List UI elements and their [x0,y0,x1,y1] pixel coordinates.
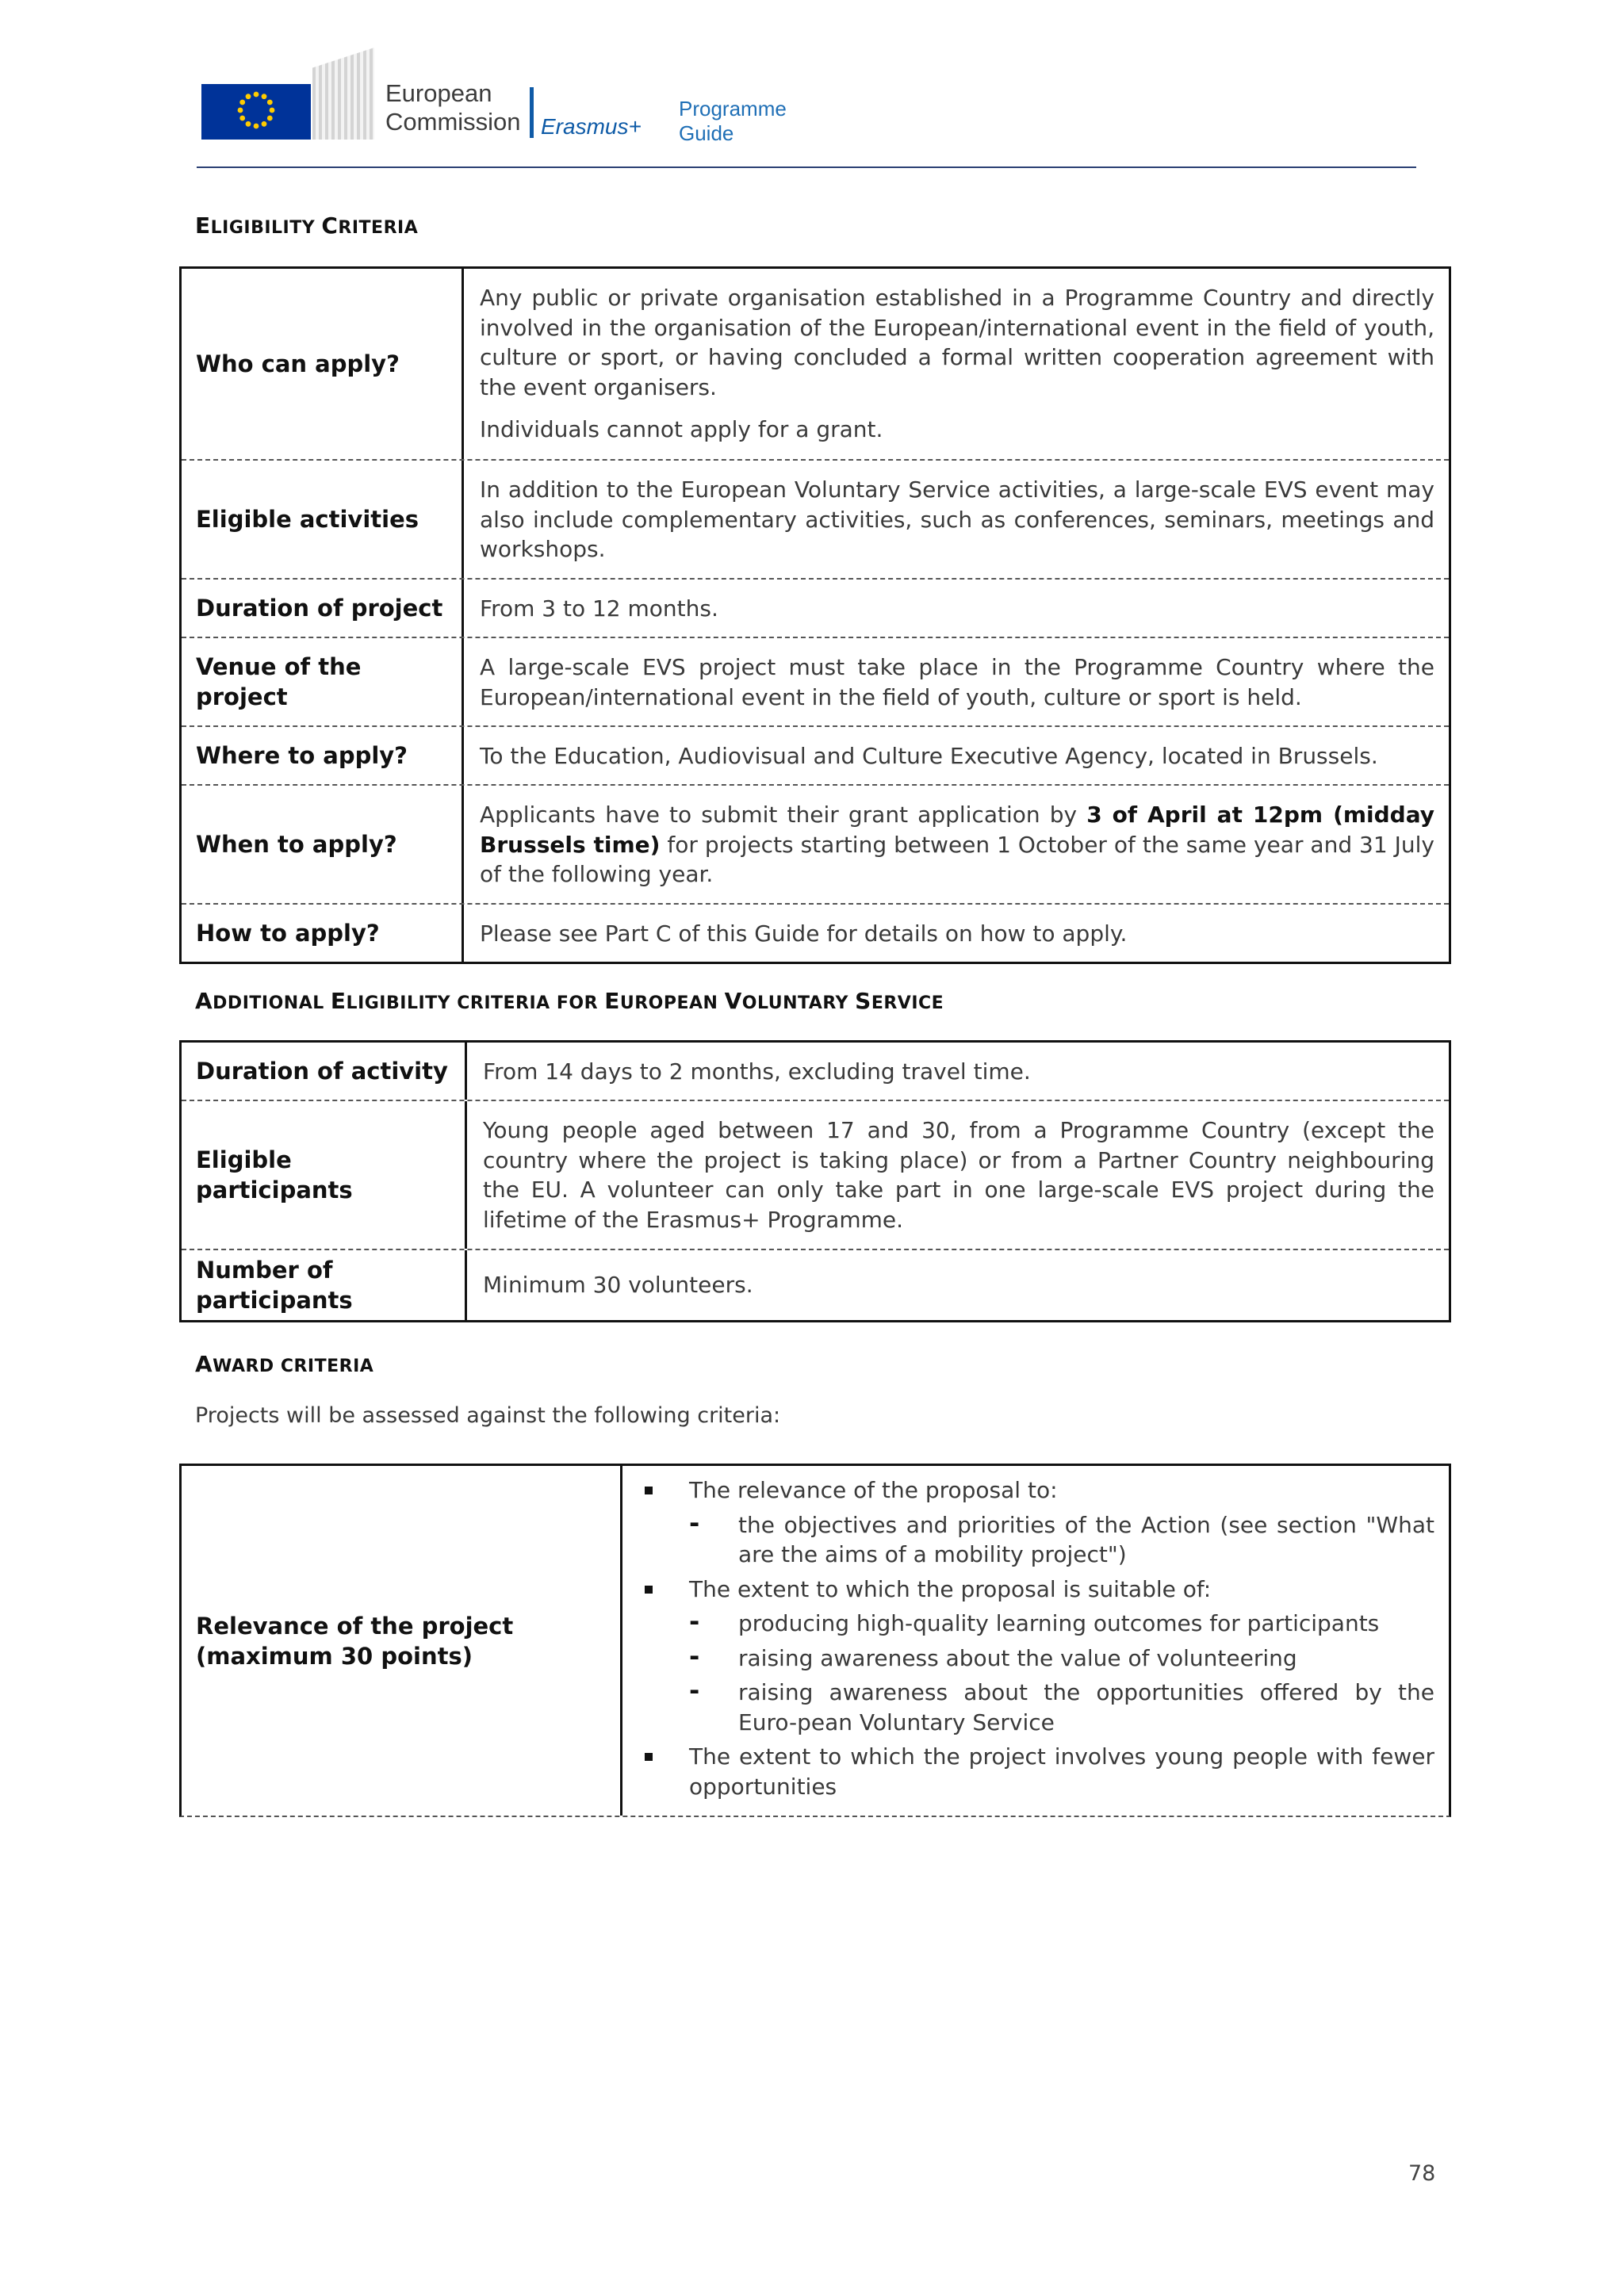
paragraph: A large-scale EVS project must take place in the Programme Country where the European/international event in the field of youth, culture or sport is held. [480,654,1434,710]
bullet-text: The relevance of the proposal to: [689,1477,1058,1503]
row-label: Duration of activity [182,1043,467,1100]
award-criteria-table [179,1464,1451,1817]
table-row [182,1043,1449,1101]
european-commission-logo [193,48,374,140]
row-value [622,1466,1449,1816]
table-row [182,269,1449,461]
row-value: From 14 days to 2 months, excluding travel time. [483,1058,1031,1085]
table-row [182,727,1449,786]
row-label: When to apply? [182,786,464,903]
row-value [464,905,1449,962]
ec-line-commission: Commission [385,108,521,136]
table-row [182,461,1449,580]
row-label: Who can apply? [182,269,464,459]
award-intro-text: Projects will be assessed against the following criteria: [195,1403,781,1428]
eu-flag-icon [201,84,311,140]
award-criteria-heading: AWARD CRITERIA [195,1351,374,1377]
paragraph: In addition to the European Voluntary Service activities, a large-scale EVS event may also include complementary activities, such as conferences, seminars, meetings and workshops. [480,476,1434,562]
row-value: Minimum 30 volunteers. [483,1272,753,1299]
list-item: - the objectives and priorities of the Action (see section "What are the aims of a mobility project") [689,1510,1434,1570]
bullet-text: The extent to which the proposal is suitable of: [689,1575,1212,1602]
paragraph: From 3 to 12 months. [480,595,718,622]
row-value [464,727,1449,784]
list-item [638,1575,1434,1738]
list-item: - raising awareness about the value of volunteering [689,1644,1434,1674]
programme-guide-label [679,97,787,146]
paragraph: Any public or private organisation established in a Programme Country and directly involved in the organisation of the European/international event in the field of youth, culture or sport, or having concluded a formal written cooperation agreement with the event organisers. [480,285,1434,400]
ec-wordmark [385,79,521,136]
paragraph: To the Education, Audiovisual and Culture Executive Agency, located in Brussels. [480,743,1378,769]
row-label: Venue of the project [182,638,464,725]
row-label [182,1250,467,1320]
erasmus-plus-wordmark: Erasmus+ [541,114,642,139]
list-item [638,1742,1434,1801]
brand-separator [530,87,534,138]
deadline-emphasis: 3 of April at 12pm (midday Brussels time) [480,802,1435,858]
label-line: Number of [196,1257,333,1284]
table-row [182,1250,1449,1320]
list-item: - producing high-quality learning outcomes for participants [689,1609,1434,1639]
eligibility-heading: ELIGIBILITY CRITERIA [195,212,419,239]
table-row [182,638,1449,727]
row-value [464,461,1449,578]
sub-list [689,1609,1434,1737]
header-divider [197,166,1416,168]
row-value [464,269,1449,459]
table-row [182,1466,1449,1816]
ec-line-european: European [385,79,492,107]
page-header [193,48,1415,170]
row-value [464,786,1449,903]
guide-line-guide: Guide [679,121,734,145]
additional-eligibility-heading: ADDITIONAL ELIGIBILITY CRITERIA FOR EUROPEAN VOLUNTARY SERVICE [195,988,944,1014]
row-label [182,1466,622,1816]
table-row [182,786,1449,905]
berlaymont-building-graphic [312,48,374,140]
guide-line-programme: Programme [679,97,787,121]
row-value [464,638,1449,725]
bullet-text: The extent to which the project involves young people with fewer opportunities [689,1743,1434,1800]
text-run: Applicants have to submit their grant application by [480,802,1087,828]
sub-list [689,1510,1434,1570]
eligibility-table [179,266,1451,964]
paragraph: Please see Part C of this Guide for details on how to apply. [480,920,1128,947]
row-label: Where to apply? [182,727,464,784]
row-label: Eligible activities [182,461,464,578]
label-line: Relevance of the project [196,1612,514,1640]
row-value: Young people aged between 17 and 30, from a Programme Country (except the country where the project is taking place) or from a Partner Country neighbouring the EU. A volunteer can only take part in one large-scale EVS project during the lifetime of the Erasmus+ Programme. [483,1117,1434,1233]
paragraph [480,800,1434,890]
table-row [182,905,1449,962]
criteria-list [638,1475,1434,1801]
row-label: Eligible participants [182,1101,467,1249]
label-line: (maximum 30 points) [196,1642,473,1670]
label-line: participants [196,1287,353,1314]
text-run: for projects starting between 1 October of the same year and 31 July of the following year. [480,831,1434,887]
paragraph: Individuals cannot apply for a grant. [480,416,883,442]
list-item [638,1475,1434,1570]
row-value [464,580,1449,637]
row-label: How to apply? [182,905,464,962]
table-row [182,580,1449,638]
table-row [182,1101,1449,1250]
evs-additional-table [179,1040,1451,1322]
row-label: Duration of project [182,580,464,637]
list-item: - raising awareness about the opportunities offered by the Euro-pean Voluntary Service [689,1678,1434,1737]
page-number: 78 [1408,2161,1436,2186]
